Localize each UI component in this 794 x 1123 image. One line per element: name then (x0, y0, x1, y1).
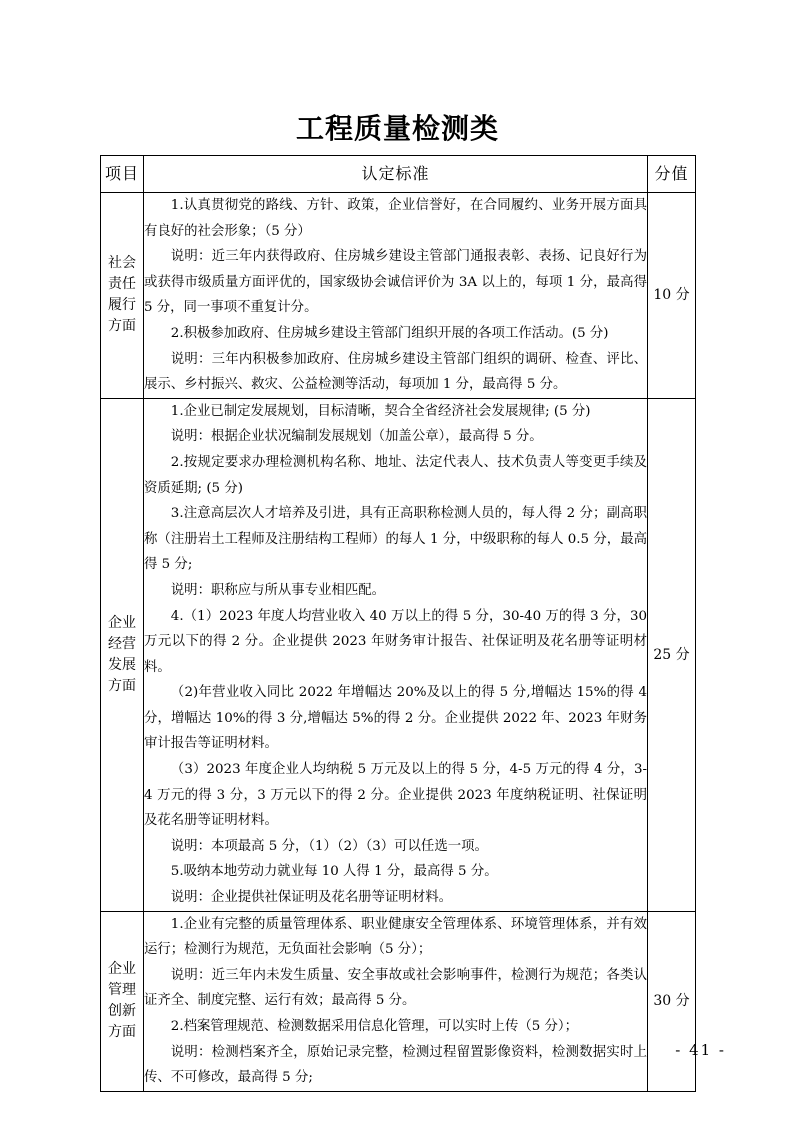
criteria-paragraph: 说明：企业提供社保证明及花名册等证明材料。 (170, 890, 452, 906)
item-label-stack-1 (101, 613, 143, 697)
criteria-paragraph: 说明：近三年内获得政府、住房城乡建设主管部门通报表彰、表扬、记良好行为或获得市级质量方面评优的，国家级协会诚信评价为 3A 以上的，每项 1 分，最高得 5 分，同一事项不重复计分。 (144, 249, 647, 316)
criteria-paragraph: 说明：近三年内未发生质量、安全事故或社会影响事件，检测行为规范；各类认证齐全、制度完整、运行有效；最高得 5 分。 (144, 967, 647, 1009)
table-row (101, 398, 696, 911)
criteria-paragraph: 说明：根据企业状况编制发展规划（加盖公章），最高得 5 分。 (170, 429, 543, 445)
item-label-line: 社会 (108, 255, 136, 272)
item-label-line: 创新 (108, 1003, 136, 1020)
criteria-paragraph: （2)年营业收入同比 2022 年增幅达 20%及以上的得 5 分,增幅达 15%的得 4 分，增幅达 10%的得 3 分,增幅达 5%的得 2 分。企业提供 2022 年、2023 年财务审计报告等证明材料。 (144, 685, 647, 752)
page-number: - 41 - (675, 1041, 726, 1059)
criteria-paragraph: 1.企业已制定发展规划，目标清晰，契合全省经济社会发展规律; (5 分) (170, 403, 591, 419)
criteria-paragraph: 5.吸纳本地劳动力就业每 10 人得 1 分，最高得 5 分。 (170, 864, 498, 880)
item-label-line: 经营 (108, 635, 136, 652)
row-score-2: 30 分 (648, 911, 696, 1091)
row-standard-2 (144, 911, 648, 1091)
row-item-label-2 (101, 911, 144, 1091)
row-standard-0 (144, 193, 648, 399)
criteria-paragraph: 2.档案管理规范、检测数据采用信息化管理，可以实时上传（5 分）； (170, 1019, 578, 1034)
row-item-label-0 (101, 193, 144, 399)
criteria-paragraph: 2.按规定要求办理检测机构名称、地址、法定代表人、技术负责人等变更手续及资质延期; (5 分) (144, 454, 647, 496)
criteria-paragraph: 说明：三年内积极参加政府、住房城乡建设主管部门组织的调研、检查、评比、展示、乡村振兴、救灾、公益检测等活动，每项加 1 分，最高得 5 分。 (144, 351, 647, 393)
page-title: 工程质量检测类 (295, 112, 499, 145)
criteria-paragraph: 说明：职称应与所从事专业相匹配。 (170, 582, 386, 598)
item-label-line: 方面 (108, 677, 136, 694)
item-label-line: 企业 (108, 614, 136, 631)
criteria-paragraph: 4.（1）2023 年度人均营业收入 40 万以上的得 5 分，30-40 万的得 3 分，30 万元以下的得 2 分。企业提供 2023 年财务审计报告、社保证明及花名册等证明材料。 (144, 608, 647, 675)
criteria-paragraph: 1.认真贯彻党的路线、方针、政策，企业信誉好，在合同履约、业务开展方面具有良好的社会形象；（5 分） (144, 198, 647, 239)
criteria-paragraph: 3.注意高层次人才培养及引进，具有正高职称检测人员的，每人得 2 分；副高职称（注册岩土工程师及注册结构工程师）的每人 1 分，中级职称的每人 0.5 分，最高得 5 分; (144, 506, 647, 573)
row-item-label-1 (101, 398, 144, 911)
item-label-stack-0 (101, 253, 143, 337)
item-label-stack-2 (101, 959, 143, 1043)
criteria-paragraph: 1.企业有完整的质量管理体系、职业健康安全管理体系、环境管理体系，并有效运行；检测行为规范，无负面社会影响（5 分）； (144, 916, 647, 958)
header-standard: 认定标准 (144, 156, 648, 193)
row-score-0: 10 分 (648, 193, 696, 399)
criteria-paragraph: 2.积极参加政府、住房城乡建设主管部门组织开展的各项工作活动。(5 分) (170, 325, 609, 341)
header-score: 分值 (648, 156, 696, 193)
header-item: 项目 (101, 156, 144, 193)
table-row (101, 911, 696, 1091)
row-standard-1 (144, 398, 648, 911)
item-label-line: 方面 (108, 1024, 136, 1041)
evaluation-criteria-table (100, 155, 696, 1092)
item-label-line: 方面 (108, 318, 136, 335)
item-label-line: 发展 (108, 656, 136, 673)
item-label-line: 企业 (108, 961, 136, 978)
item-label-line: 管理 (108, 982, 136, 999)
table-row (101, 193, 696, 399)
item-label-line: 履行 (108, 297, 136, 314)
table-header-row (101, 156, 696, 193)
criteria-paragraph: （3）2023 年度企业人均纳税 5 万元及以上的得 5 分，4-5 万元的得 4 分，3-4 万元的得 3 分，3 万元以下的得 2 分。企业提供 2023 年度纳税证明、社保证明及花名册等证明材料。 (144, 762, 647, 829)
criteria-paragraph: 说明：检测档案齐全，原始记录完整，检测过程留置影像资料，检测数据实时上传、不可修改，最高得 5 分; (144, 1044, 647, 1086)
item-label-line: 责任 (108, 276, 136, 293)
criteria-paragraph: 说明：本项最高 5 分，（1）（2）（3）可以任选一项。 (170, 838, 488, 854)
row-score-1: 25 分 (648, 398, 696, 911)
